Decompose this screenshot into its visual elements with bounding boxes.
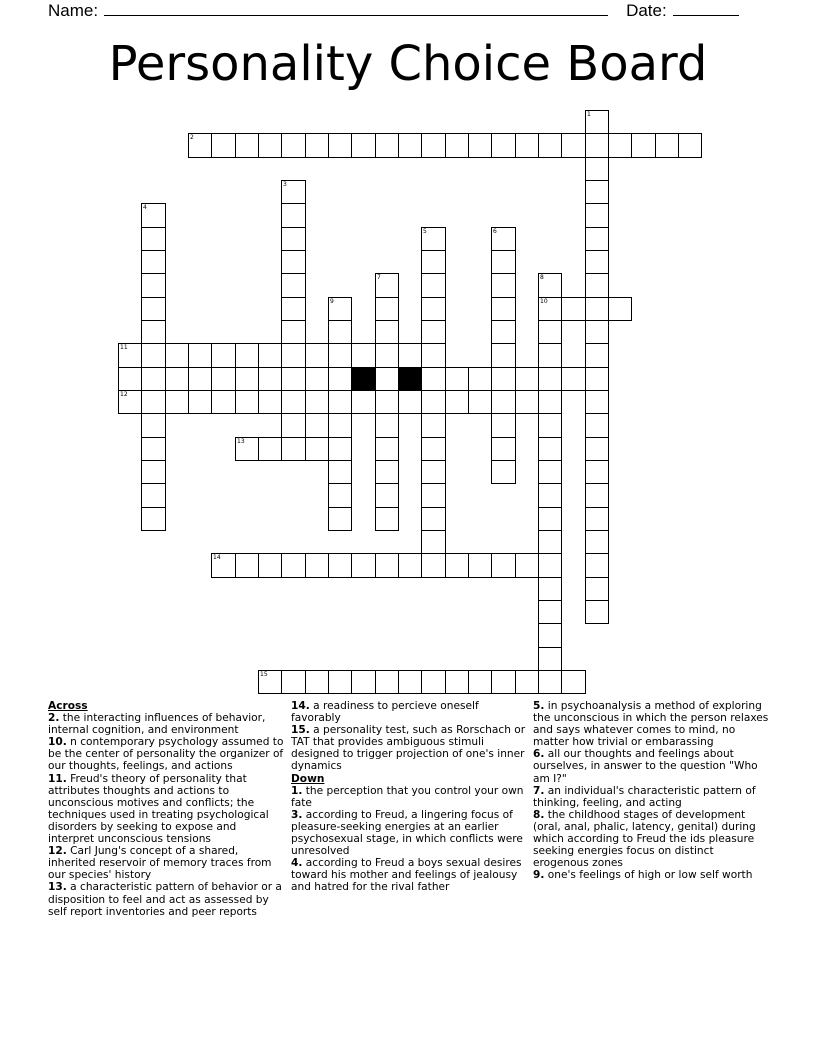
down-heading: Down (291, 772, 325, 785)
crossword-cell[interactable] (468, 367, 492, 391)
crossword-cell[interactable] (188, 343, 212, 368)
clue-down-7: 7. an individual's characteristic pattern of thinking, feeling, and acting (533, 784, 756, 809)
crossword-cell[interactable] (398, 343, 422, 368)
crossword-cell[interactable] (538, 647, 562, 671)
crossword-cell[interactable] (305, 670, 329, 694)
crossword-cell[interactable] (281, 203, 306, 228)
clue-number: 14 (213, 554, 221, 561)
crossword-cell[interactable] (375, 670, 399, 694)
clues-column-1 (48, 700, 284, 918)
crossword-cell[interactable] (561, 367, 586, 391)
clues-column-3 (533, 700, 769, 881)
crossword-cell[interactable] (235, 343, 259, 368)
date-field[interactable] (673, 0, 739, 16)
crossword-cell[interactable] (165, 367, 189, 391)
clue-down-8: 8. the childhood stages of development (oral, anal, phalic, latency, genital) during which according to Freud the ids pleasure seeking energies focus on distinct erogenous zones (533, 808, 756, 870)
name-date-line (48, 0, 739, 20)
crossword-cell[interactable] (328, 553, 352, 578)
name-label: Name: (48, 1, 99, 20)
crossword-cell[interactable] (141, 227, 166, 251)
crossword-cell[interactable] (375, 133, 399, 158)
crossword-cell[interactable] (351, 343, 376, 368)
crossword-cell[interactable] (211, 133, 236, 158)
crossword-cell[interactable] (585, 157, 609, 181)
crossword-cell[interactable] (328, 437, 352, 461)
crossword-cell[interactable] (561, 297, 586, 321)
crossword-cell[interactable] (281, 553, 306, 578)
crossword-cell[interactable] (375, 460, 399, 484)
crossword-cell[interactable] (328, 670, 352, 694)
crossword-cell[interactable] (585, 390, 609, 414)
crossword-cell[interactable] (328, 133, 352, 158)
crossword-cell[interactable] (375, 367, 399, 391)
crossword-cell[interactable] (188, 390, 212, 414)
crossword-cell[interactable] (608, 297, 632, 321)
clue-across-13: 13. a characteristic pattern of behavior or a disposition to feel and act as assessed by self report inventories and peer reports (48, 881, 282, 918)
crossword-cell[interactable] (585, 367, 609, 391)
clue-number: 6 (493, 228, 497, 235)
crossword-cell[interactable] (421, 437, 446, 461)
crossword-cell[interactable] (585, 203, 609, 228)
clue-number: 1 (587, 111, 591, 118)
crossword-cell[interactable] (538, 670, 562, 694)
crossword-cell[interactable] (538, 367, 562, 391)
crossword-cell[interactable] (585, 320, 609, 344)
crossword-cell[interactable] (678, 133, 702, 158)
crossword-cell[interactable] (375, 413, 399, 438)
crossword-cell[interactable] (141, 250, 166, 274)
crossword-cell[interactable] (118, 367, 142, 391)
crossword-cell[interactable] (468, 390, 492, 414)
page-title: Personality Choice Board (108, 36, 708, 92)
clue-number: 11 (120, 344, 128, 351)
crossword-cell[interactable] (281, 133, 306, 158)
crossword-cell[interactable] (538, 507, 562, 531)
clue-down-3: 3. according to Freud, a lingering focus of pleasure-seeking energies at an earlier psychosexual stage, in which conflicts were unresolved (291, 808, 523, 858)
crossword-cell[interactable] (468, 133, 492, 158)
clue-across-10: 10. n contemporary psychology assumed to be the center of personality the organizer of our thoughts, feelings, and actions (48, 736, 284, 773)
clues-column-2 (291, 700, 527, 894)
crossword-cell[interactable] (281, 273, 306, 298)
crossword-cell[interactable] (211, 390, 236, 414)
crossword-cell[interactable] (141, 437, 166, 461)
crossword-cell[interactable] (515, 133, 539, 158)
crossword-cell[interactable] (375, 553, 399, 578)
crossword-cell[interactable] (491, 390, 516, 414)
crossword-cell[interactable] (398, 133, 422, 158)
crossword-cell[interactable] (491, 273, 516, 298)
crossword-cell[interactable] (188, 367, 212, 391)
crossword-cell[interactable] (538, 133, 562, 158)
black-square (351, 367, 376, 391)
crossword-cell[interactable] (398, 390, 422, 414)
crossword-cell[interactable] (421, 460, 446, 484)
crossword-cell[interactable] (281, 413, 306, 438)
crossword-cell[interactable] (305, 367, 329, 391)
crossword-cell[interactable] (141, 320, 166, 344)
crossword-cell[interactable] (328, 507, 352, 531)
clue-number: 3 (283, 181, 287, 188)
crossword-cell[interactable] (655, 133, 679, 158)
crossword-cell[interactable] (258, 390, 282, 414)
crossword-cell[interactable] (235, 367, 259, 391)
crossword-cell[interactable] (421, 507, 446, 531)
crossword-cell[interactable] (375, 320, 399, 344)
crossword-cell[interactable] (375, 483, 399, 508)
clue-down-9: 9. one's feelings of high or low self worth (533, 869, 753, 882)
crossword-cell[interactable] (491, 133, 516, 158)
crossword-cell[interactable] (141, 273, 166, 298)
crossword-cell[interactable] (538, 343, 562, 368)
crossword-cell[interactable] (585, 227, 609, 251)
crossword-cell[interactable] (585, 460, 609, 484)
crossword-cell[interactable] (491, 320, 516, 344)
crossword-cell[interactable] (141, 367, 166, 391)
crossword-cell[interactable] (141, 343, 166, 368)
crossword-cell[interactable] (141, 483, 166, 508)
crossword-cell[interactable] (281, 343, 306, 368)
crossword-cell[interactable] (165, 390, 189, 414)
crossword-cell[interactable] (538, 460, 562, 484)
crossword-cell[interactable] (585, 507, 609, 531)
clue-number: 8 (540, 274, 544, 281)
crossword-cell[interactable] (538, 437, 562, 461)
clue-down-5: 5. in psychoanalysis a method of exploring the unconscious in which the person relaxes and says whatever comes to mind, no matter how trivial or embarassing (533, 700, 769, 749)
crossword-cell[interactable] (585, 133, 609, 158)
crossword-cell[interactable] (491, 670, 516, 694)
clue-number: 7 (377, 274, 381, 281)
crossword-cell[interactable] (468, 553, 492, 578)
crossword-cell[interactable] (398, 670, 422, 694)
crossword-cell[interactable] (538, 530, 562, 554)
crossword-cell[interactable] (258, 437, 282, 461)
crossword-cell[interactable] (631, 133, 656, 158)
black-square (398, 367, 422, 391)
clue-number: 12 (120, 391, 128, 398)
crossword-cell[interactable] (421, 530, 446, 554)
crossword-cell[interactable] (305, 133, 329, 158)
crossword-cell[interactable] (328, 390, 352, 414)
crossword-cell[interactable] (281, 227, 306, 251)
crossword-cell[interactable] (421, 413, 446, 438)
crossword-cell[interactable] (585, 273, 609, 298)
crossword-cell[interactable] (165, 343, 189, 368)
crossword-cell[interactable] (141, 297, 166, 321)
crossword-cell[interactable] (305, 390, 329, 414)
crossword-cell[interactable] (445, 133, 469, 158)
crossword-cell[interactable] (585, 343, 609, 368)
crossword-cell[interactable] (491, 460, 516, 484)
crossword-cell[interactable] (538, 413, 562, 438)
date-label: Date: (626, 1, 667, 20)
crossword-cell[interactable] (328, 460, 352, 484)
crossword-cell[interactable] (258, 553, 282, 578)
crossword-cell[interactable] (375, 437, 399, 461)
crossword-cell[interactable] (281, 390, 306, 414)
crossword-cell[interactable] (235, 133, 259, 158)
crossword-cell[interactable] (281, 437, 306, 461)
clue-number: 13 (237, 438, 245, 445)
crossword-cell[interactable] (305, 553, 329, 578)
crossword-cell[interactable] (328, 367, 352, 391)
crossword-cell[interactable] (328, 483, 352, 508)
crossword-cell[interactable] (585, 297, 609, 321)
crossword-cell[interactable] (491, 413, 516, 438)
clue-across-11: 11. Freud's theory of personality that attributes thoughts and actions to unconscious motives and conflicts; the techniques used in treating psychological disorders by seeking to expose and interpret unconscious tensions (48, 772, 269, 846)
crossword-cell[interactable] (585, 530, 609, 554)
crossword-cell[interactable] (258, 367, 282, 391)
clue-across-12: 12. Carl Jung's concept of a shared, inherited reservoir of memory traces from our species' history (48, 845, 272, 882)
crossword-cell[interactable] (538, 553, 562, 578)
crossword-cell[interactable] (445, 553, 469, 578)
crossword-cell[interactable] (515, 553, 539, 578)
crossword-cell[interactable] (538, 623, 562, 648)
crossword-cell[interactable] (585, 180, 609, 204)
crossword-cell[interactable] (351, 133, 376, 158)
crossword-cell[interactable] (515, 390, 539, 414)
crossword-cell[interactable] (421, 320, 446, 344)
crossword-cell[interactable] (421, 483, 446, 508)
crossword-cell[interactable] (561, 133, 586, 158)
crossword-cell[interactable] (421, 367, 446, 391)
crossword-cell[interactable] (375, 390, 399, 414)
crossword-cell[interactable] (491, 437, 516, 461)
crossword-cell[interactable] (281, 297, 306, 321)
clue-number: 2 (190, 134, 194, 141)
crossword-cell[interactable] (421, 390, 446, 414)
crossword-cell[interactable] (538, 390, 562, 414)
crossword-cell[interactable] (398, 553, 422, 578)
clue-down-1: 1. the perception that you control your own fate (291, 784, 524, 809)
crossword-cell[interactable] (585, 250, 609, 274)
crossword-cell[interactable] (515, 367, 539, 391)
crossword-cell[interactable] (375, 343, 399, 368)
crossword-cell[interactable] (305, 437, 329, 461)
crossword-cell[interactable] (421, 250, 446, 274)
crossword-cell[interactable] (421, 133, 446, 158)
crossword-cell[interactable] (281, 367, 306, 391)
crossword-cell[interactable] (561, 670, 586, 694)
crossword-cell[interactable] (468, 670, 492, 694)
crossword-cell[interactable] (445, 390, 469, 414)
crossword-cell[interactable] (235, 553, 259, 578)
crossword-cell[interactable] (445, 670, 469, 694)
crossword-cell[interactable] (258, 343, 282, 368)
crossword-cell[interactable] (491, 553, 516, 578)
crossword-cell[interactable] (421, 670, 446, 694)
crossword-cell[interactable] (538, 600, 562, 624)
crossword-cell[interactable] (141, 390, 166, 414)
clue-down-6: 6. all our thoughts and feelings about ourselves, in answer to the question "Who am I?" (533, 748, 758, 785)
crossword-cell[interactable] (141, 413, 166, 438)
clue-number: 10 (540, 298, 548, 305)
crossword-cell[interactable] (235, 390, 259, 414)
across-heading: Across (48, 700, 88, 712)
crossword-cell[interactable] (211, 343, 236, 368)
crossword-cell[interactable] (538, 577, 562, 601)
crossword-cell[interactable] (305, 343, 329, 368)
crossword-cell[interactable] (421, 273, 446, 298)
crossword-cell[interactable] (445, 367, 469, 391)
crossword-cell[interactable] (211, 367, 236, 391)
crossword-cell[interactable] (538, 483, 562, 508)
crossword-cell[interactable] (585, 437, 609, 461)
crossword-cell[interactable] (585, 413, 609, 438)
clue-number: 4 (143, 204, 147, 211)
crossword-cell[interactable] (328, 320, 352, 344)
crossword-cell[interactable] (421, 553, 446, 578)
crossword-cell[interactable] (491, 367, 516, 391)
crossword-cell[interactable] (141, 507, 166, 531)
crossword-cell[interactable] (281, 670, 306, 694)
crossword-cell[interactable] (375, 297, 399, 321)
crossword-cell[interactable] (351, 553, 376, 578)
crossword-cell[interactable] (281, 320, 306, 344)
clue-number: 9 (330, 298, 334, 305)
clue-across-14: 14. a readiness to percieve oneself favorably (291, 700, 479, 725)
crossword-cell[interactable] (328, 343, 352, 368)
clue-number: 5 (423, 228, 427, 235)
crossword-cell[interactable] (585, 600, 609, 624)
clue-across-15: 15. a personality test, such as Rorschach or TAT that provides ambiguous stimuli designed to trigger projection of one's inner dynamics (291, 724, 526, 773)
crossword-cell[interactable] (585, 553, 609, 578)
crossword-cell[interactable] (585, 577, 609, 601)
crossword-cell[interactable] (328, 413, 352, 438)
crossword-cell[interactable] (538, 320, 562, 344)
crossword-cell[interactable] (491, 343, 516, 368)
crossword-cell[interactable] (421, 343, 446, 368)
crossword-cell[interactable] (491, 250, 516, 274)
clue-across-2: 2. the interacting influences of behavior, internal cognition, and environment (48, 712, 266, 737)
crossword-cell[interactable] (141, 460, 166, 484)
crossword-cell[interactable] (491, 297, 516, 321)
crossword-cell[interactable] (515, 670, 539, 694)
crossword-cell[interactable] (281, 250, 306, 274)
clue-down-4: 4. according to Freud a boys sexual desires toward his mother and feelings of jealousy and hatred for the rival father (291, 857, 522, 894)
crossword-cell[interactable] (351, 390, 376, 414)
clue-number: 15 (260, 671, 268, 678)
crossword-cell[interactable] (351, 670, 376, 694)
crossword-cell[interactable] (585, 483, 609, 508)
crossword-cell[interactable] (421, 297, 446, 321)
crossword-cell[interactable] (375, 507, 399, 531)
name-field[interactable] (104, 0, 608, 16)
crossword-cell[interactable] (258, 133, 282, 158)
crossword-cell[interactable] (608, 133, 632, 158)
